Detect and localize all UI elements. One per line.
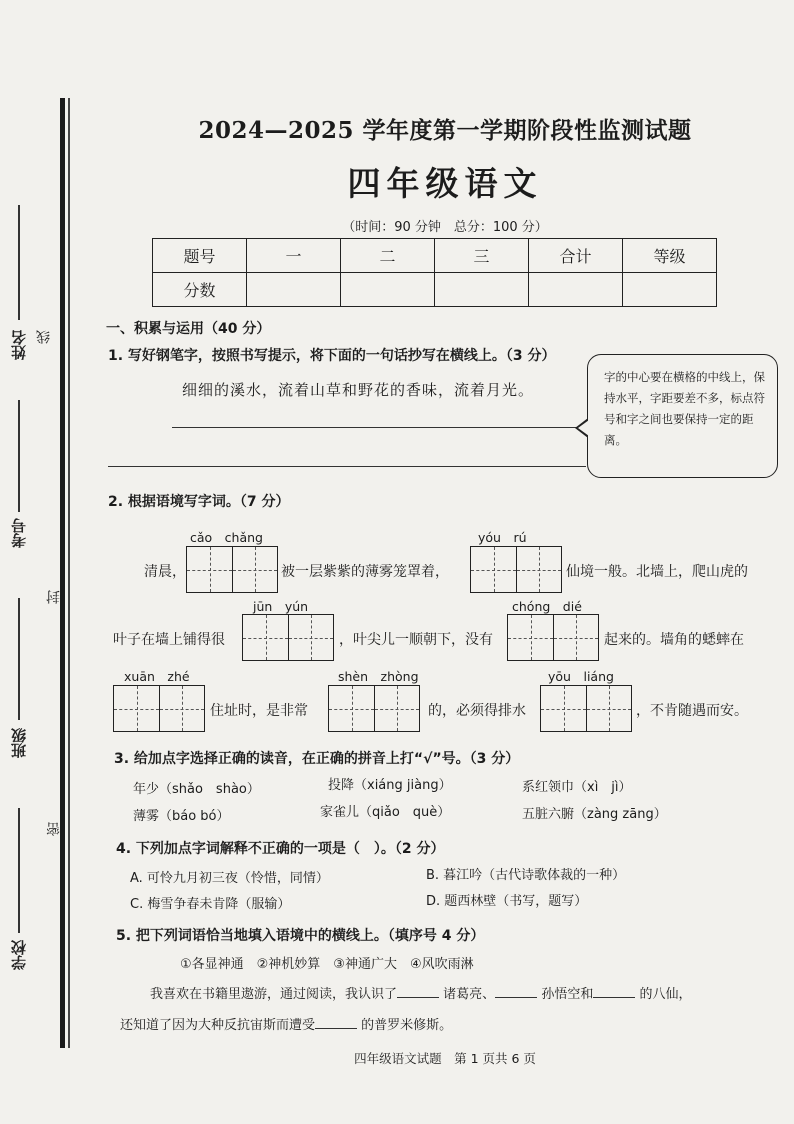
class-label: 班级 (10, 728, 28, 758)
sentence-segment: 的八仙， (639, 987, 692, 1002)
fill-blank[interactable] (593, 985, 635, 998)
score-table-score-row (153, 273, 717, 307)
pronunciation-item[interactable]: 家雀儿（qiǎo què） (320, 805, 451, 820)
writing-tip-bubble (587, 354, 778, 478)
writing-tip-text: 字的中心要在横格的中线上，保持水平，字距要差不多，标点符号和字之间也要保持一定的距离。 (604, 370, 765, 447)
score-input-cell[interactable] (247, 273, 341, 307)
context-text: 起来的。墙角的蟋蟀在 (604, 632, 744, 648)
score-input-cell[interactable] (435, 273, 529, 307)
pinyin-label: xuān zhé (124, 669, 190, 684)
answer-option-d[interactable]: D. 题西林壁（书写，题写） (426, 894, 588, 909)
fill-blank[interactable] (495, 985, 537, 998)
score-input-cell[interactable] (623, 273, 717, 307)
exam-no-blank (18, 400, 20, 512)
score-table-cell: 三 (435, 239, 529, 273)
fill-blank[interactable] (315, 1016, 357, 1029)
question-4-prompt: 4. 下列加点字词解释不正确的一项是（ ）。（2 分） (116, 841, 445, 857)
score-input-cell[interactable] (529, 273, 623, 307)
section-heading: 一、积累与运用（40 分） (106, 321, 271, 337)
context-text: 的，必须得排水 (428, 703, 526, 719)
pinyin-label: jūn yún (253, 599, 309, 614)
writing-line[interactable] (108, 466, 586, 467)
binding-line (68, 98, 70, 1048)
context-text: 叶子在墙上铺得很 (113, 632, 225, 648)
score-table-cell: 题号 (153, 239, 247, 273)
pronunciation-item[interactable]: 薄雾（báo bó） (133, 809, 230, 824)
answer-option-c[interactable]: C. 梅雪争春未肯降（服输） (130, 897, 291, 912)
bubble-tail-inner (578, 420, 589, 436)
pinyin-label: chóng dié (512, 599, 582, 614)
question-5-prompt: 5. 把下列词语恰当地填入语境中的横线上。（填序号 4 分） (116, 928, 485, 944)
exam-title: 2024—2025 学年度第一学期阶段性监测试题 (198, 117, 692, 144)
sentence-segment: 我喜欢在书籍里遨游，通过阅读，我认识了 (150, 987, 398, 1002)
sentence-segment: 还知道了因为大种反抗宙斯而遭受 (120, 1018, 316, 1033)
score-table-cell: 一 (247, 239, 341, 273)
subject-title: 四年级语文 (347, 164, 543, 203)
page-footer: 四年级语文试题 第 1 页共 6 页 (354, 1051, 536, 1066)
name-label: 姓名 (10, 330, 28, 360)
context-text: 清晨， (144, 564, 186, 580)
sentence-segment: 孙悟空和 (541, 987, 594, 1002)
pinyin-label: shèn zhòng (338, 669, 419, 684)
context-text: ，不肯随遇而安。 (636, 703, 748, 719)
pinyin-label: yóu rú (478, 530, 527, 545)
context-text: ，叶尖儿一顺朝下，没有 (339, 632, 493, 648)
character-grid[interactable] (507, 614, 599, 661)
fill-sentence-2 (120, 1014, 452, 1033)
character-grid[interactable] (113, 685, 205, 732)
character-grid[interactable] (186, 546, 278, 593)
mark-seal: 封 (46, 590, 62, 604)
exam-no-label: 考号 (10, 518, 28, 548)
pronunciation-item[interactable]: 五脏六腑（zàng zāng） (522, 807, 667, 822)
school-label: 学校 (10, 940, 28, 970)
binding-bar (60, 98, 65, 1048)
score-input-cell[interactable] (341, 273, 435, 307)
fill-sentence-1 (150, 983, 691, 1002)
score-table-cell: 二 (341, 239, 435, 273)
score-table-cell: 等级 (623, 239, 717, 273)
fill-blank[interactable] (397, 985, 439, 998)
score-table (152, 238, 717, 307)
score-row-label: 分数 (153, 273, 247, 307)
score-table-header-row (153, 239, 717, 273)
question-3-prompt: 3. 给加点字选择正确的读音，在正确的拼音上打“√”号。（3 分） (114, 751, 520, 767)
character-grid[interactable] (328, 685, 420, 732)
class-blank (18, 598, 20, 720)
character-grid[interactable] (470, 546, 562, 593)
mark-secret: 密 (46, 822, 62, 836)
question-1-prompt: 1. 写好钢笔字，按照书写提示，将下面的一句话抄写在横线上。（3 分） (108, 348, 556, 364)
copy-sentence: 细细的溪水，流着山草和野花的香味，流着月光。 (182, 381, 535, 399)
context-text: 住址时，是非常 (210, 703, 308, 719)
name-blank (18, 205, 20, 320)
word-choices: ①各显神通 ②神机妙算 ③神通广大 ④风吹雨淋 (180, 957, 474, 972)
time-info: （时间：90 分钟 总分：100 分） (342, 220, 548, 235)
context-text: 被一层紫紫的薄雾笼罩着， (281, 564, 449, 580)
answer-option-b[interactable]: B. 暮江吟（古代诗歌体裁的一种） (426, 868, 626, 883)
school-blank (18, 808, 20, 933)
sentence-segment: 诸葛亮、 (443, 987, 496, 1002)
score-table-cell: 合计 (529, 239, 623, 273)
mark-line: 线 (36, 330, 52, 344)
writing-line[interactable] (172, 427, 586, 428)
character-grid[interactable] (540, 685, 632, 732)
pronunciation-item[interactable]: 年少（shǎo shào） (133, 782, 260, 797)
context-text: 仙境一般。北墙上，爬山虎的 (566, 564, 748, 580)
pronunciation-item[interactable]: 投降（xiáng jiàng） (328, 778, 452, 793)
sentence-segment: 的普罗米修斯。 (361, 1018, 453, 1033)
character-grid[interactable] (242, 614, 334, 661)
answer-option-a[interactable]: A. 可怜九月初三夜（怜惜，同情） (130, 871, 329, 886)
question-2-prompt: 2. 根据语境写字词。（7 分） (108, 494, 290, 510)
pinyin-label: yōu liáng (548, 669, 614, 684)
pinyin-label: cǎo chǎng (190, 530, 263, 545)
pronunciation-item[interactable]: 系红领巾（xì jì） (522, 780, 632, 795)
